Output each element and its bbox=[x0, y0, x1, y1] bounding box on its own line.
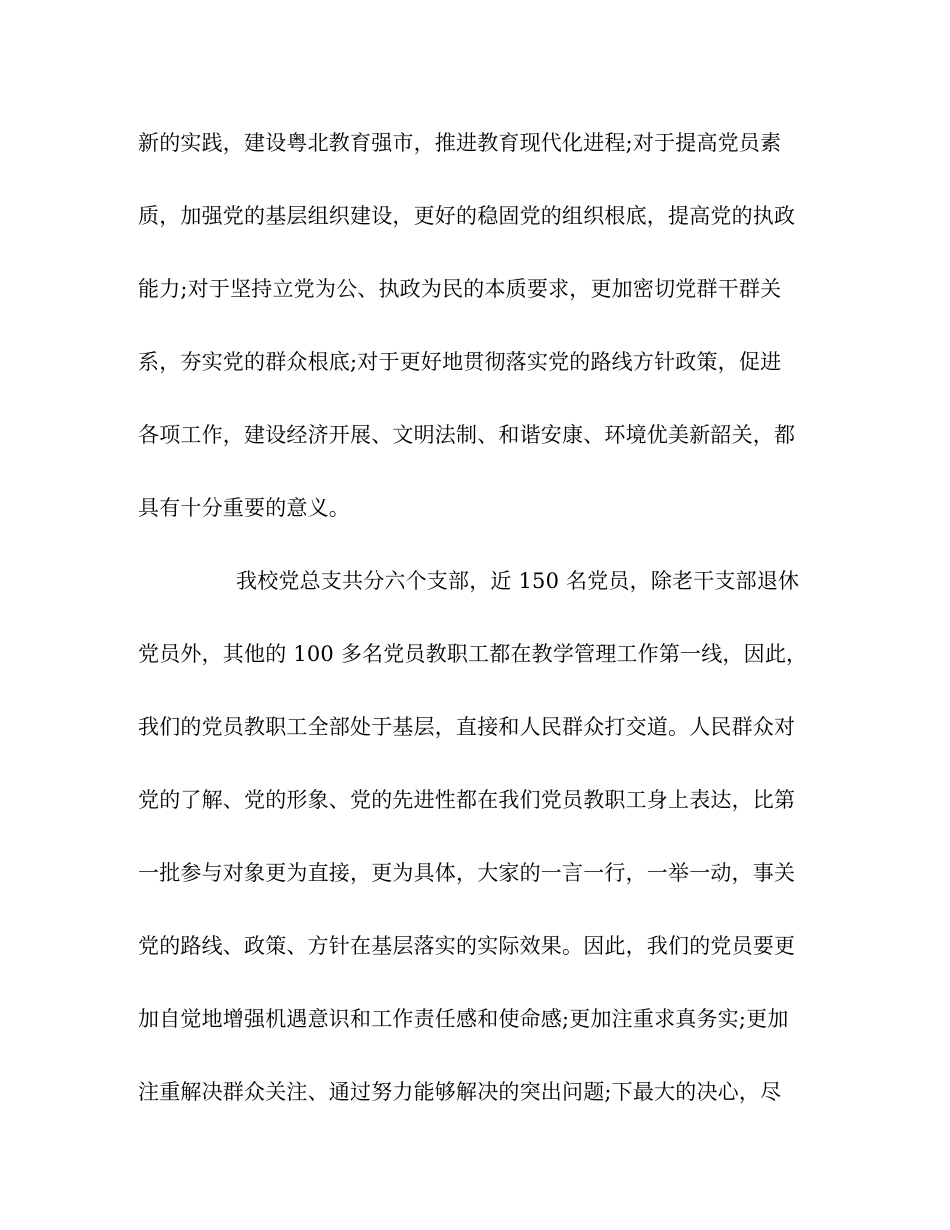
paragraph-2-line-4: 党的了解、党的形象、党的先进性都在我们党员教职工身上表达，比第 bbox=[138, 788, 796, 812]
paragraph-2-line-7: 加自觉地增强机遇意识和工作责任感和使命感;更加注重求真务实;更加 bbox=[138, 1007, 789, 1031]
paragraph-1-line-1: 新的实践，建设粤北教育强市，推进教育现代化进程;对于提高党员素 bbox=[138, 131, 782, 155]
paragraph-2-line-6: 党的路线、政策、方针在基层落实的实际效果。因此，我们的党员要更 bbox=[138, 934, 796, 958]
paragraph-1-line-6: 具有十分重要的意义。 bbox=[138, 496, 350, 520]
paragraph-2-line-2: 党员外，其他的 100 多名党员教职工都在教学管理工作第一线，因此， bbox=[138, 642, 808, 666]
paragraph-1-line-2: 质，加强党的基层组织建设，更好的稳固党的组织根底，提高党的执政 bbox=[138, 204, 796, 228]
paragraph-2-line-5: 一批参与对象更为直接，更为具体，大家的一言一行，一举一动，事关 bbox=[138, 861, 796, 885]
paragraph-1-line-5: 各项工作，建设经济开展、文明法制、和谐安康、环境优美新韶关，都 bbox=[138, 423, 796, 447]
paragraph-2-line-8: 注重解决群众关注、通过努力能够解决的突出问题;下最大的决心，尽 bbox=[138, 1080, 782, 1104]
paragraph-1-line-4: 系，夯实党的群众根底;对于更好地贯彻落实党的路线方针政策，促进 bbox=[138, 350, 782, 374]
paragraph-1-line-3: 能力;对于坚持立党为公、执政为民的本质要求，更加密切党群干群关 bbox=[138, 277, 782, 301]
paragraph-2-line-3: 我们的党员教职工全部处于基层，直接和人民群众打交道。人民群众对 bbox=[138, 715, 796, 739]
paragraph-2-line-1: 我校党总支共分六个支部，近 150 名党员，除老干支部退休 bbox=[236, 569, 800, 593]
